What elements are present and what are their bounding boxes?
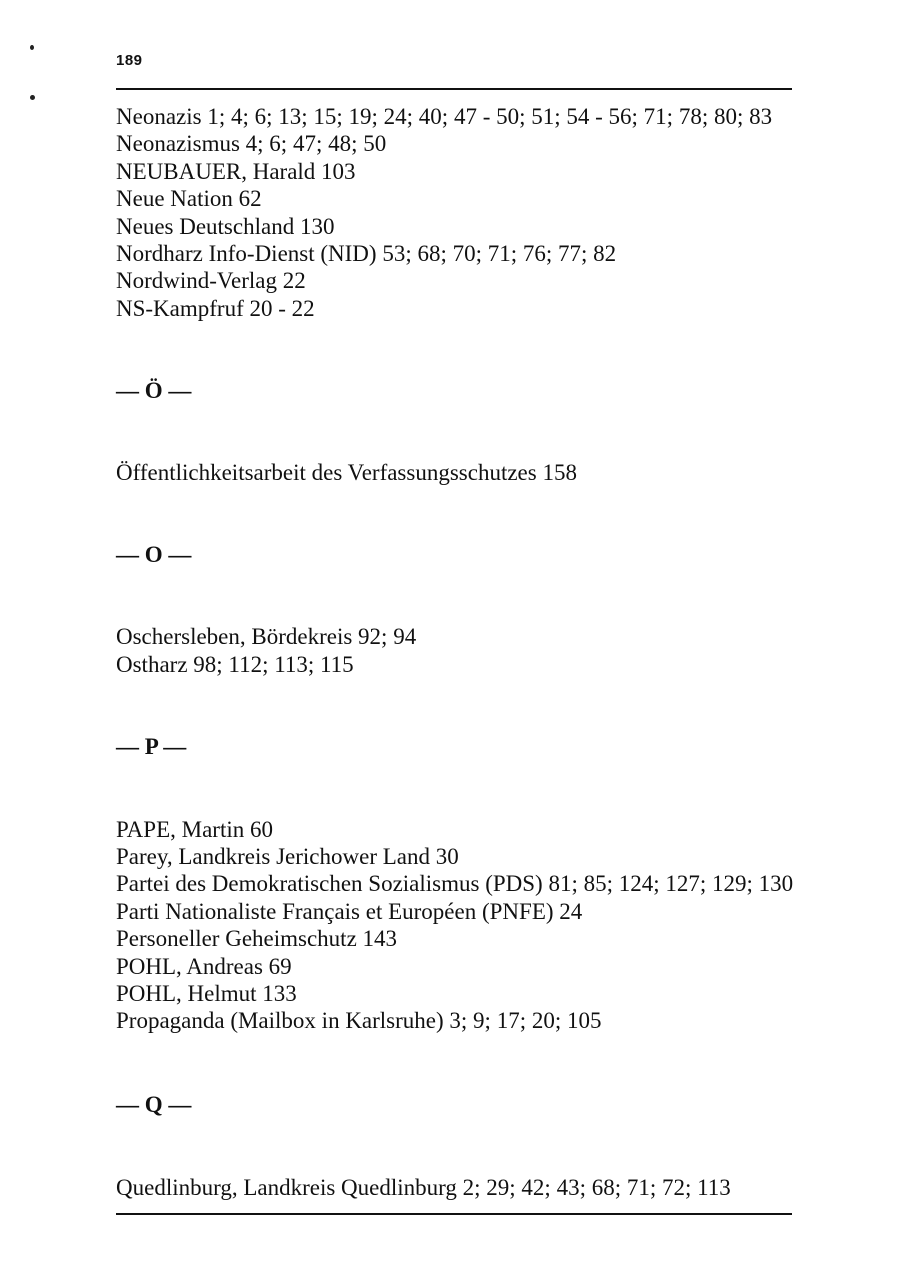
index-entry: Personeller Geheimschutz 143 bbox=[116, 926, 398, 952]
index-entry: POHL, Andreas 69 bbox=[116, 953, 292, 979]
index-entry: PAPE, Martin 60 bbox=[116, 816, 273, 842]
index-entry: Neonazis 1; 4; 6; 13; 15; 19; 24; 40; 47 - 50; 51; 54 - 56; 71; 78; 80; 83 bbox=[116, 104, 773, 129]
index-content bbox=[116, 103, 806, 1202]
index-entry: Quedlinburg, Landkreis Quedlinburg 2; 29; 42; 43; 68; 71; 72; 113 bbox=[116, 1175, 731, 1201]
top-rule bbox=[116, 88, 792, 90]
section-heading: — Ö — bbox=[116, 378, 192, 404]
page-number: 189 bbox=[116, 52, 143, 69]
index-entry: Neonazismus 4; 6; 47; 48; 50 bbox=[116, 131, 387, 157]
scan-speck bbox=[30, 45, 34, 50]
section-heading: — O — bbox=[116, 542, 192, 568]
index-section-q bbox=[116, 1091, 806, 1202]
section-heading: — Q — bbox=[116, 1091, 192, 1117]
index-entry: NEUBAUER, Harald 103 bbox=[116, 158, 356, 184]
index-entry: NS-Kampfruf 20 - 22 bbox=[116, 295, 315, 321]
index-section-o-umlaut bbox=[116, 377, 806, 486]
index-entry: Oschersleben, Bördekreis 92; 94 bbox=[116, 624, 417, 650]
index-entry: Propaganda (Mailbox in Karlsruhe) 3; 9; 17; 20; 105 bbox=[116, 1008, 602, 1034]
index-entry: Parey, Landkreis Jerichower Land 30 bbox=[116, 844, 459, 870]
index-entry: Nordwind-Verlag 22 bbox=[116, 268, 306, 294]
index-entry: Öffentlichkeitsarbeit des Verfassungsschutzes 158 bbox=[116, 459, 577, 485]
index-section-n bbox=[116, 103, 806, 322]
index-entry: Parti Nationaliste Français et Européen (PNFE) 24 bbox=[116, 898, 583, 924]
index-entry: Neue Nation 62 bbox=[116, 186, 262, 212]
section-heading: — P — bbox=[116, 734, 187, 760]
scan-speck bbox=[30, 95, 35, 100]
bottom-rule bbox=[116, 1213, 792, 1215]
index-section-o bbox=[116, 541, 806, 678]
index-entry: Partei des Demokratischen Sozialismus (PDS) 81; 85; 124; 127; 129; 130 bbox=[116, 871, 794, 897]
index-entry: Ostharz 98; 112; 113; 115 bbox=[116, 651, 354, 677]
index-entry: Nordharz Info-Dienst (NID) 53; 68; 70; 71; 76; 77; 82 bbox=[116, 241, 617, 267]
index-entry: POHL, Helmut 133 bbox=[116, 981, 297, 1007]
index-section-p bbox=[116, 733, 806, 1035]
index-entry: Neues Deutschland 130 bbox=[116, 213, 335, 239]
